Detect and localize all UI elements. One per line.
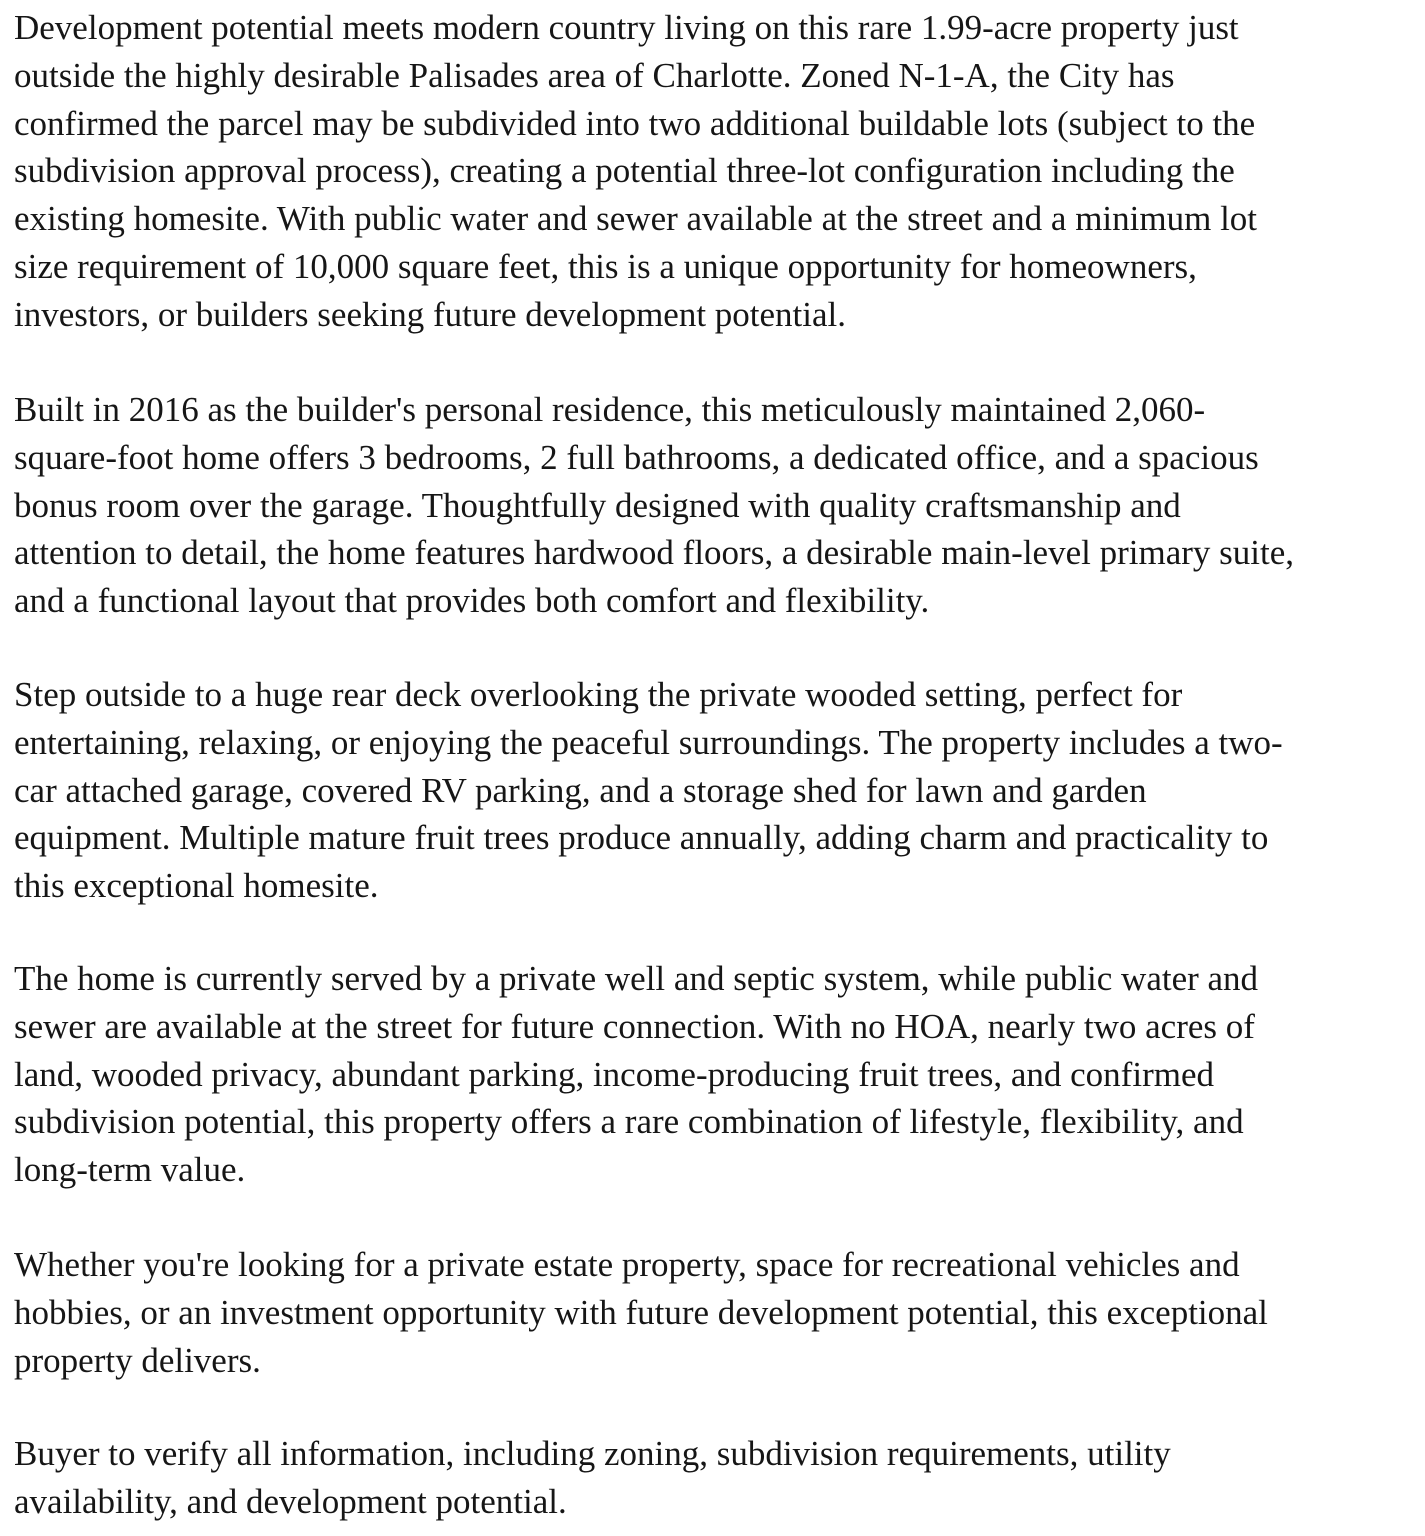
text-line: land, wooded privacy, abundant parking, income-producing fruit trees, and confirmed <box>14 1054 1214 1094</box>
text-line: The home is currently served by a private well and septic system, while public water and <box>14 959 1259 998</box>
text-line: Step outside to a huge rear deck overlooking the private wooded setting, perfect for <box>14 675 1183 714</box>
text-line: hobbies, or an investment opportunity with future development potential, this exceptional <box>14 1292 1268 1332</box>
paragraph-outdoor-features <box>14 671 1283 910</box>
paragraph-disclaimer <box>14 1430 1171 1526</box>
text-line: confirmed the parcel may be subdivided into two additional buildable lots (subject to the <box>14 103 1256 143</box>
text-line: Development potential meets modern country living on this rare 1.99-acre property just <box>14 8 1239 47</box>
text-line: attention to detail, the home features hardwood floors, a desirable main-level primary suite, <box>14 533 1294 573</box>
text-line: size requirement of 10,000 square feet, this is a unique opportunity for homeowners, <box>14 246 1197 286</box>
paragraph-home-details <box>14 386 1294 625</box>
text-line: this exceptional homesite. <box>14 866 379 906</box>
text-line: Built in 2016 as the builder's personal residence, this meticulously maintained 2,060- <box>14 390 1206 429</box>
text-line: subdivision potential, this property offers a rare combination of lifestyle, flexibility, and <box>14 1102 1244 1142</box>
text-line: investors, or builders seeking future development potential. <box>14 294 847 334</box>
text-line: availability, and development potential. <box>14 1481 567 1521</box>
text-line: sewer are available at the street for future connection. With no HOA, nearly two acres of <box>14 1006 1255 1046</box>
paragraph-development-potential <box>14 4 1257 339</box>
text-line: Whether you're looking for a private estate property, space for recreational vehicles and <box>14 1245 1240 1284</box>
text-line: Buyer to verify all information, including zoning, subdivision requirements, utility <box>14 1434 1171 1473</box>
text-line: long-term value. <box>14 1150 246 1190</box>
text-line: bonus room over the garage. Thoughtfully designed with quality craftsmanship and <box>14 485 1181 525</box>
text-line: and a functional layout that provides both comfort and flexibility. <box>14 581 930 621</box>
text-line: outside the highly desirable Palisades area of Charlotte. Zoned N-1-A, the City has <box>14 55 1175 95</box>
paragraph-utilities <box>14 955 1258 1194</box>
paragraph-summary <box>14 1241 1268 1384</box>
text-line: subdivision approval process), creating a potential three-lot configuration including the <box>14 151 1235 191</box>
text-line: equipment. Multiple mature fruit trees produce annually, adding charm and practicality to <box>14 818 1269 858</box>
text-line: existing homesite. With public water and sewer available at the street and a minimum lot <box>14 199 1258 239</box>
text-line: entertaining, relaxing, or enjoying the peaceful surroundings. The property includes a two- <box>14 722 1283 762</box>
text-line: square-foot home offers 3 bedrooms, 2 full bathrooms, a dedicated office, and a spacious <box>14 437 1259 477</box>
text-line: car attached garage, covered RV parking, and a storage shed for lawn and garden <box>14 770 1147 810</box>
text-line: property delivers. <box>14 1340 261 1380</box>
